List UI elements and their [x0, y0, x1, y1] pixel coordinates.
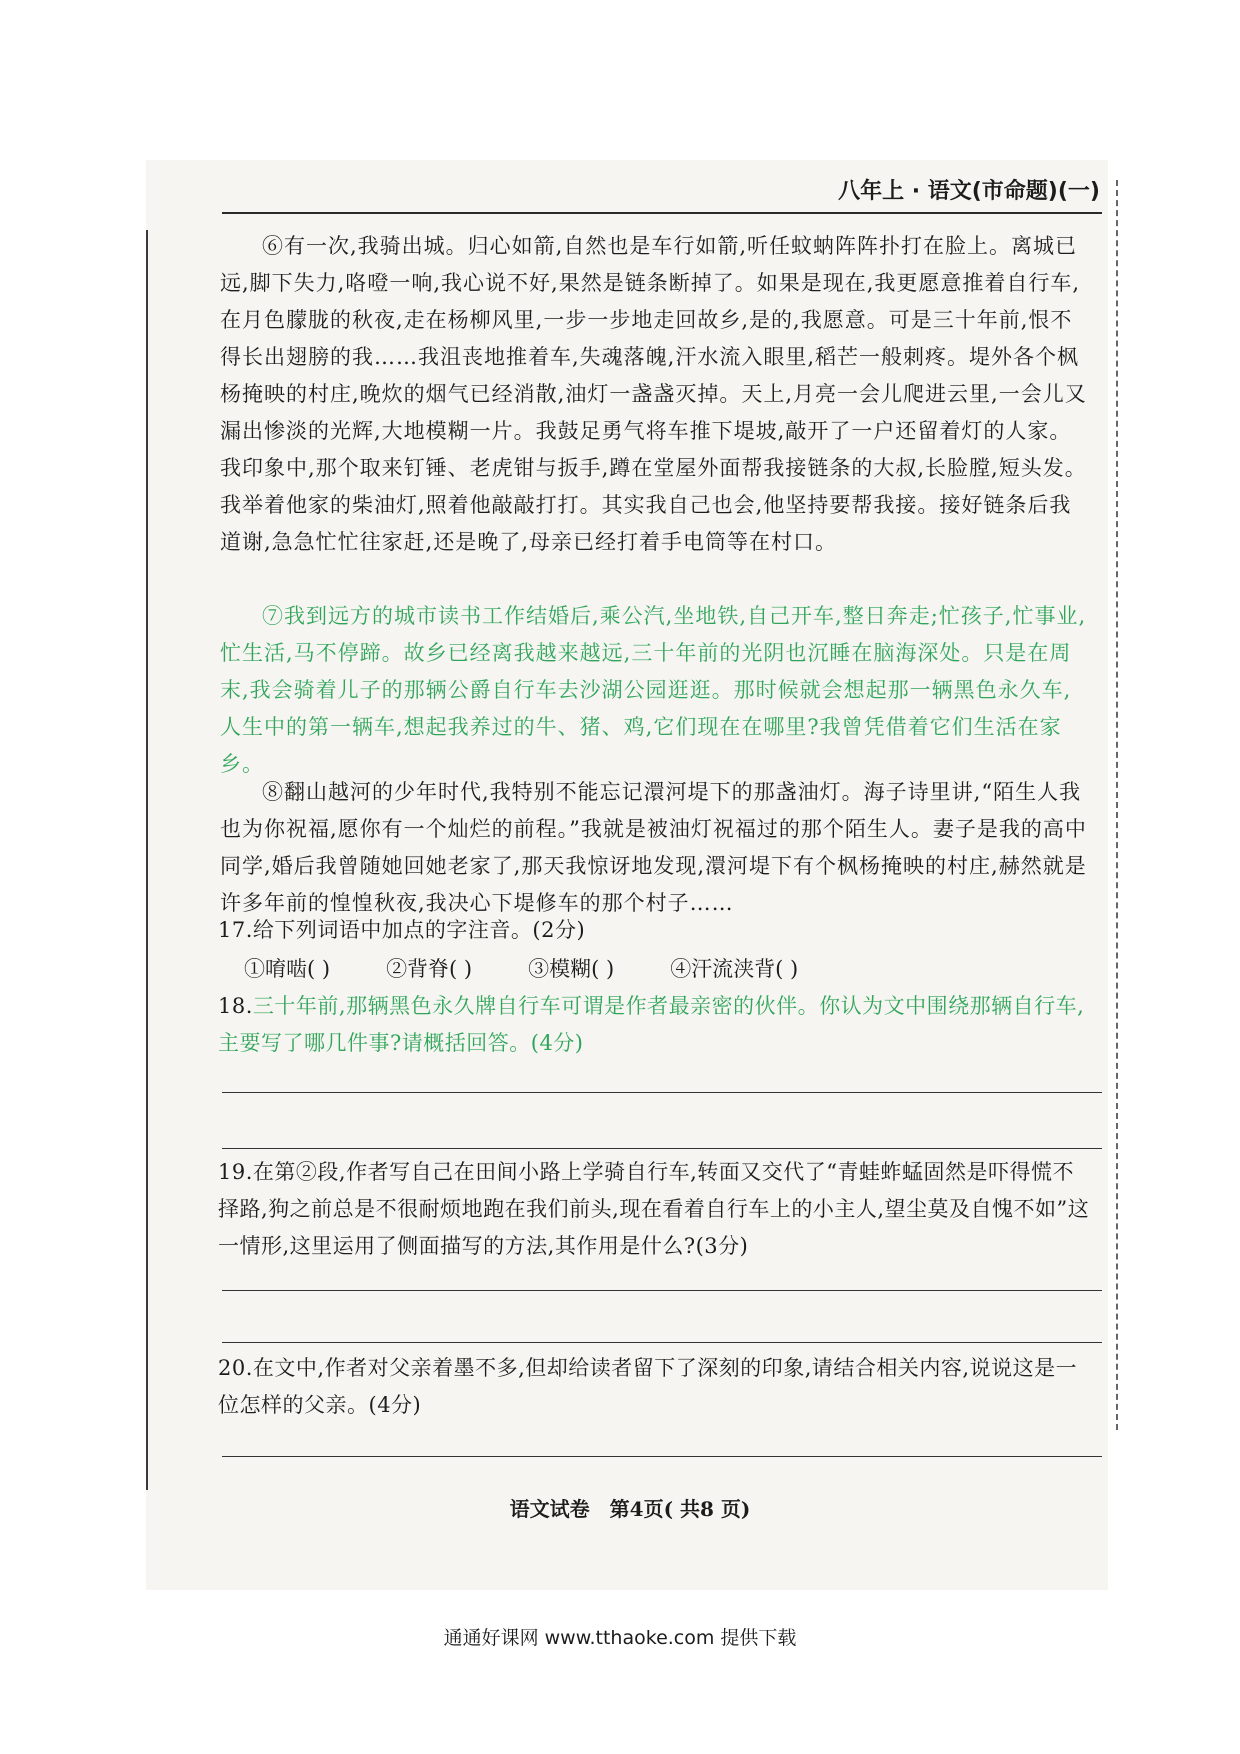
page-footer: 语文试卷 第4页( 共8 页): [509, 1497, 751, 1521]
question-text: 在文中,作者对父亲着墨不多,但却给读者留下了深刻的印象,请结合相关内容,说说这是一位怎样的父亲。(4分): [218, 1356, 1078, 1417]
paragraph-6: ⑥有一次,我骑出城。归心如箭,自然也是车行如箭,听任蚊蚋阵阵扑打在脸上。离城已远,脚下失力,咯噔一响,我心说不好,果然是链条断掉了。如果是现在,我更愿意推着自行车,在月色朦胧的秋夜,走在杨柳风里,一步一步地走回故乡,是的,我愿意。可是三十年前,恨不得长出翅膀的我……我沮丧地推着车,失魂落魄,汗水流入眼里,稻芒一般刺疼。堤外各个枫杨掩映的村庄,晚炊的烟气已经消散,油灯一盏盏灭掉。天上,月亮一会儿爬进云里,一会儿又漏出惨淡的光辉,大地模糊一片。我鼓足勇气将车推下堤坡,敲开了一户还留着灯的人家。我印象中,那个取来钉锤、老虎钳与扳手,蹲在堂屋外面帮我接链条的大叔,长脸膛,短头发。我举着他家的柴油灯,照着他敲敲打打。其实我自己也会,他坚持要帮我接。接好链条后我道谢,急急忙忙往家赶,还是晚了,母亲已经打着手电筒等在村口。: [220, 234, 1087, 554]
answer-line: [222, 1092, 1102, 1093]
question-17: [218, 912, 1093, 949]
header-title: 八年上 · 语文(市命题): [838, 179, 1058, 204]
answer-line: [222, 1342, 1102, 1343]
question-20: [218, 1350, 1093, 1424]
option-4: ④汗流浃背( ): [670, 957, 799, 981]
answer-line: [222, 1148, 1102, 1149]
question-number: 20.: [218, 1356, 253, 1380]
header-number: (一): [1057, 179, 1100, 204]
paragraph-7: ⑦我到远方的城市读书工作结婚后,乘公汽,坐地铁,自己开车,整日奔走;忙孩子,忙事业,忙生活,马不停蹄。故乡已经离我越来越远,三十年前的光阴也沉睡在脑海深处。只是在周末,我会骑着儿子的那辆公爵自行车去沙湖公园逛逛。那时候就会想起那一辆黑色永久车,人生中的第一辆车,想起我养过的牛、猪、鸡,它们现在在哪里?我曾凭借着它们生活在家乡。: [220, 604, 1087, 776]
option-1: ①唷啮( ): [244, 957, 331, 981]
paragraph-8: ⑧翻山越河的少年时代,我特别不能忘记澴河堤下的那盏油灯。海子诗里讲,“陌生人我也为你祝福,愿你有一个灿烂的前程。”我就是被油灯祝福过的那个陌生人。妻子是我的高中同学,婚后我曾随她回她老家了,那天我惊讶地发现,澴河堤下有个枫杨掩映的村庄,赫然就是许多年前的惶惶秋夜,我决心下堤修车的那个村子……: [220, 780, 1087, 915]
question-18: [218, 988, 1093, 1062]
option-3: ③模糊( ): [528, 957, 615, 981]
question-number: 19.: [218, 1160, 253, 1184]
answer-line: [222, 1290, 1102, 1291]
binding-rule: [146, 230, 148, 1490]
question-text: 三十年前,那辆黑色永久牌自行车可谓是作者最亲密的伙伴。你认为文中围绕那辆自行车,主要写了哪几件事?请概括回答。(4分): [218, 994, 1085, 1055]
options-17: [244, 952, 1064, 986]
header-rule: [222, 212, 1102, 214]
page-header: [780, 174, 1100, 214]
question-number: 17.: [218, 918, 253, 942]
download-note: 通通好课网 www.tthaoke.com 提供下载: [443, 1627, 797, 1649]
cut-line: [1116, 180, 1118, 1430]
question-text: 给下列词语中加点的字注音。(2分): [252, 918, 586, 942]
answer-line: [222, 1456, 1102, 1457]
question-19: [218, 1154, 1093, 1265]
question-text: 在第②段,作者写自己在田间小路上学骑自行车,转面又交代了“青蛙蚱蜢固然是吓得慌不择路,狗之前总是不很耐烦地跑在我们前头,现在看着自行车上的小主人,望尘莫及自愧不如”这一情形,这里运用了侧面描写的方法,其作用是什么?(3分): [218, 1160, 1090, 1258]
option-2: ②背脊( ): [386, 957, 473, 981]
question-number: 18.: [218, 994, 253, 1018]
